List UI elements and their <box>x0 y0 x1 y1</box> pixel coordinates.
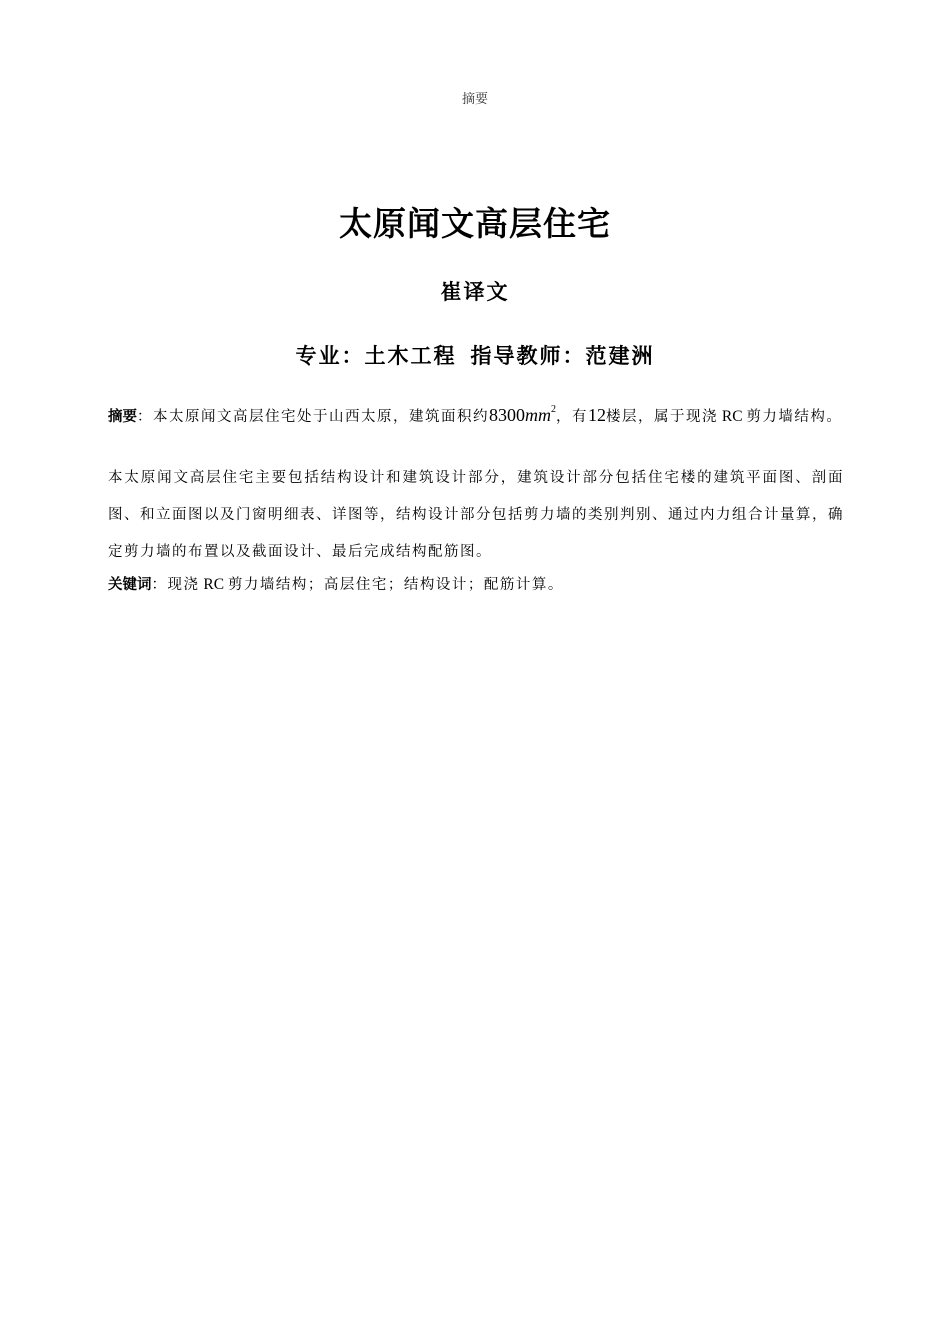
abstract-label: 摘要 <box>108 409 137 425</box>
area-unit: mm <box>525 405 551 425</box>
abstract-label-sep: ： <box>137 409 153 425</box>
major: 专业：土木工程 <box>295 343 457 368</box>
keywords-text-2: 剪力墙结构；高层住宅；结构设计；配筋计算。 <box>227 577 564 593</box>
abstract-paragraph-1 <box>108 392 844 435</box>
major-advisor-line <box>0 340 950 370</box>
running-header: 摘要 <box>461 92 488 107</box>
floors-value: 12 <box>588 405 606 425</box>
author-name: 崔译文 <box>440 279 510 304</box>
abstract-text-4: 剪力墙结构。 <box>746 409 843 425</box>
keywords-text-1: 现浇 <box>167 577 200 593</box>
keywords-label-sep: ： <box>151 577 168 593</box>
abstract-text-3: 楼层，属于现浇 <box>606 409 718 425</box>
keywords-label: 关键词 <box>108 577 152 593</box>
abstract-paragraph-2: 本太原闻文高层住宅主要包括结构设计和建筑设计部分，建筑设计部分包括住宅楼的建筑平面图、剖面图、和立面图以及门窗明细表、详图等，结构设计部分包括剪力墙的类别判别、通过内力组合计量算，确定剪力墙的布置以及截面设计、最后完成结构配筋图。 <box>108 470 844 560</box>
area-exponent: 2 <box>551 404 556 415</box>
abstract-text-2: ，有 <box>556 409 588 425</box>
keywords-line <box>108 570 844 600</box>
abstract-text-1: 本太原闻文高层住宅处于山西太原，建筑面积约 <box>153 409 489 425</box>
rc-term: RC <box>718 408 747 425</box>
advisor: 指导教师：范建洲 <box>470 343 655 368</box>
area-value: 8300 <box>489 405 525 425</box>
keywords-rc-term: RC <box>199 576 228 593</box>
document-title: 太原闻文高层住宅 <box>339 204 611 243</box>
